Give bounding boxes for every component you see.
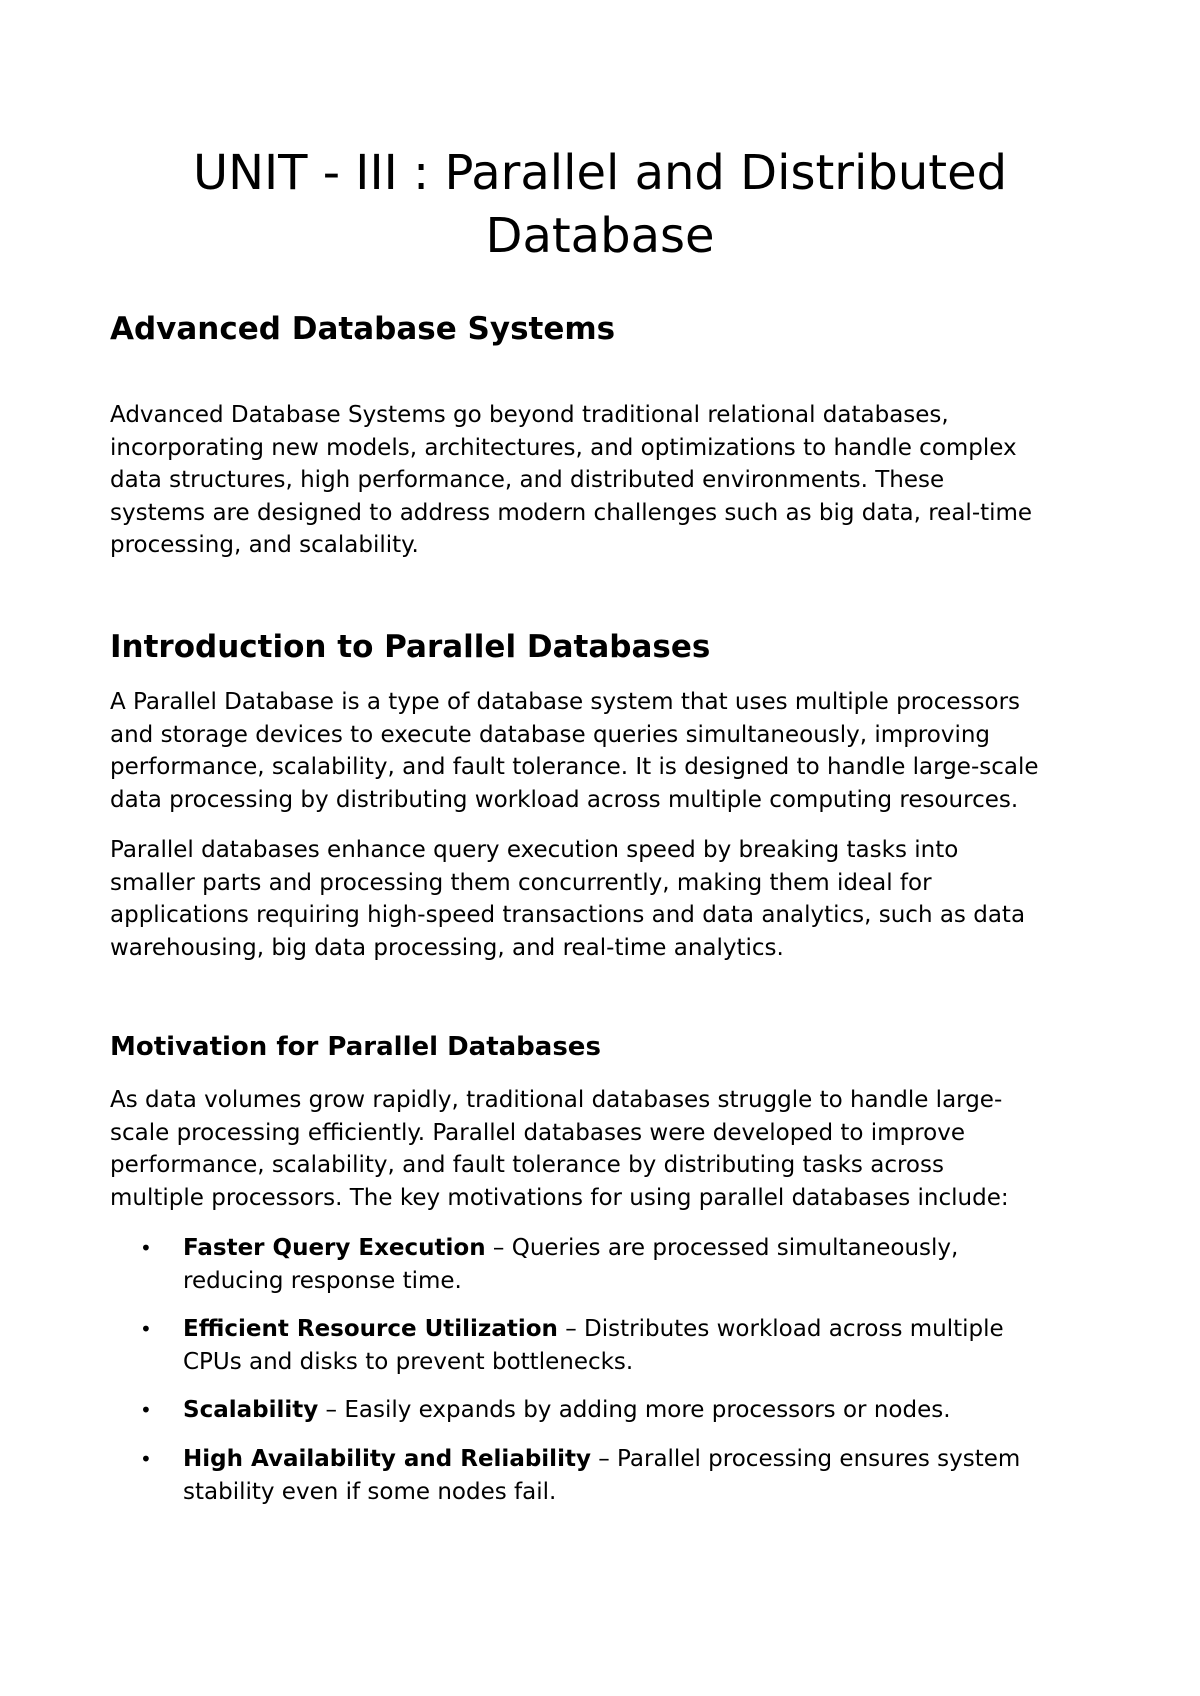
list-item: [110, 1232, 1100, 1297]
bullet-icon: •: [140, 1317, 152, 1342]
text-line: [183, 1232, 1100, 1265]
bullet-icon: •: [140, 1398, 152, 1423]
text-line: stability even if some nodes fail.: [183, 1478, 557, 1505]
bullet-term: High Availability and Reliability: [183, 1445, 591, 1472]
bullet-text: – Queries are processed simultaneously,: [485, 1235, 959, 1261]
section-heading-introduction-to-parallel-databases: Introduction to Parallel Databases: [110, 629, 711, 665]
text-line: and storage devices to execute database queries simultaneously, improving: [110, 721, 991, 748]
text-line: processing, and scalability.: [110, 532, 419, 559]
bullet-term: Efficient Resource Utilization: [183, 1316, 558, 1343]
bullet-text: – Distributes workload across multiple: [557, 1316, 1004, 1343]
bullet-term: Faster Query Execution: [183, 1235, 486, 1261]
text-line: data structures, high performance, and distributed environments. These: [110, 467, 945, 494]
text-line: performance, scalability, and fault tolerance. It is designed to handle large-scale: [110, 754, 1039, 781]
bullet-term: Scalability: [183, 1397, 319, 1424]
section-paragraph: [110, 1084, 1100, 1214]
text-line: reducing response time.: [183, 1267, 462, 1294]
text-line: systems are designed to address modern challenges such as big data, real-time: [110, 499, 1033, 526]
text-line: warehousing, big data processing, and real-time analytics.: [110, 934, 784, 961]
text-line: CPUs and disks to prevent bottlenecks.: [183, 1348, 634, 1375]
section-paragraph: [110, 686, 1100, 816]
text-line: [183, 1394, 1100, 1427]
section-paragraph: [110, 834, 1100, 964]
text-line: As data volumes grow rapidly, traditional databases struggle to handle large-: [110, 1087, 1003, 1113]
list-item: [110, 1394, 1100, 1427]
text-line: [183, 1313, 1100, 1346]
section-paragraph: [110, 399, 1100, 562]
text-line: scale processing efficiently. Parallel databases were developed to improve: [110, 1119, 965, 1146]
text-line: applications requiring high-speed transactions and data analytics, such as data: [110, 902, 1026, 929]
text-line: Parallel databases enhance query execution speed by breaking tasks into: [110, 837, 959, 863]
text-line: A Parallel Database is a type of database system that uses multiple processors: [110, 689, 1021, 715]
text-line: Advanced Database Systems go beyond traditional relational databases,: [110, 402, 949, 428]
text-line: performance, scalability, and fault tolerance by distributing tasks across: [110, 1152, 944, 1179]
bullet-text: – Easily expands by adding more processors or nodes.: [318, 1397, 951, 1424]
list-item: [110, 1313, 1100, 1378]
bullet-text: – Parallel processing ensures system: [590, 1445, 1021, 1472]
document-title-line: Database: [485, 208, 715, 264]
document-title: [150, 142, 1050, 268]
text-line: incorporating new models, architectures, and optimizations to handle complex: [110, 434, 1017, 461]
section-heading-advanced-database-systems: Advanced Database Systems: [110, 311, 616, 347]
section-heading-motivation-for-parallel-databases: Motivation for Parallel Databases: [110, 1032, 601, 1062]
motivation-bullet-list: [110, 1232, 1100, 1524]
document-title-line: UNIT - III : Parallel and Distributed: [192, 145, 1008, 201]
text-line: [183, 1443, 1100, 1476]
text-line: smaller parts and processing them concurrently, making them ideal for: [110, 869, 932, 896]
text-line: data processing by distributing workload across multiple computing resources.: [110, 786, 1019, 813]
bullet-icon: •: [140, 1446, 152, 1471]
list-item: [110, 1443, 1100, 1508]
text-line: multiple processors. The key motivations for using parallel databases include:: [110, 1184, 1009, 1211]
bullet-icon: •: [140, 1236, 152, 1260]
